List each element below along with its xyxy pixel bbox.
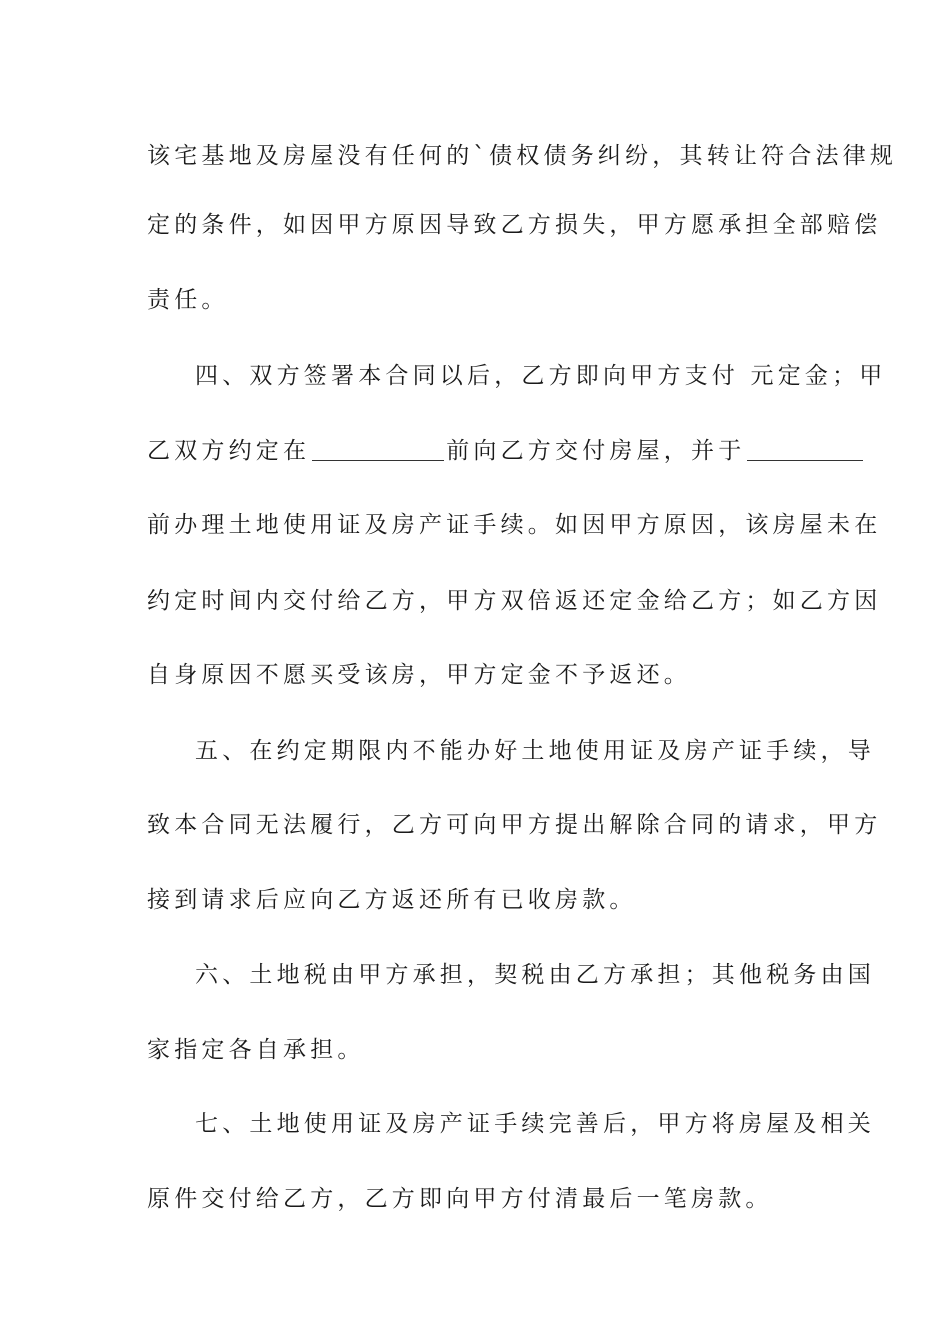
text-line-with-blanks [147, 431, 807, 471]
paragraph-5-first-line: 五、在约定期限内不能办好土地使用证及房产证手续，导 [195, 738, 875, 764]
paragraph-7-first-line: 七、土地使用证及房产证手续完善后，甲方将房屋及相关 [195, 1111, 875, 1137]
text-line: 自身原因不愿买受该房，甲方定金不予返还。 [147, 662, 691, 688]
text-fragment: 前向乙方交付房屋，并于 [446, 438, 746, 464]
text-line: 定的条件，如因甲方原因导致乙方损失，甲方愿承担全部赔偿 [147, 212, 882, 238]
text-fragment: 乙双方约定在 [147, 438, 311, 464]
text-line: 该宅基地及房屋没有任何的`债权债务纠纷，其转让符合法律规 [147, 143, 898, 169]
text-line: 前办理土地使用证及房产证手续。如因甲方原因，该房屋未在 [147, 512, 882, 538]
paragraph-6-first-line: 六、土地税由甲方承担，契税由乙方承担；其他税务由国 [195, 962, 875, 988]
fill-in-blank-certificate-date[interactable] [747, 434, 863, 461]
fill-in-blank-delivery-date[interactable] [312, 434, 444, 461]
text-line: 约定时间内交付给乙方，甲方双倍返还定金给乙方；如乙方因 [147, 588, 882, 614]
text-line: 原件交付给乙方，乙方即向甲方付清最后一笔房款。 [147, 1186, 773, 1212]
text-line: 接到请求后应向乙方返还所有已收房款。 [147, 887, 637, 913]
paragraph-4-first-line: 四、双方签署本合同以后，乙方即向甲方支付 元定金；甲 [195, 363, 887, 389]
text-line: 致本合同无法履行，乙方可向甲方提出解除合同的请求，甲方 [147, 812, 882, 838]
text-line: 家指定各自承担。 [147, 1037, 365, 1063]
text-line: 责任。 [147, 287, 229, 313]
